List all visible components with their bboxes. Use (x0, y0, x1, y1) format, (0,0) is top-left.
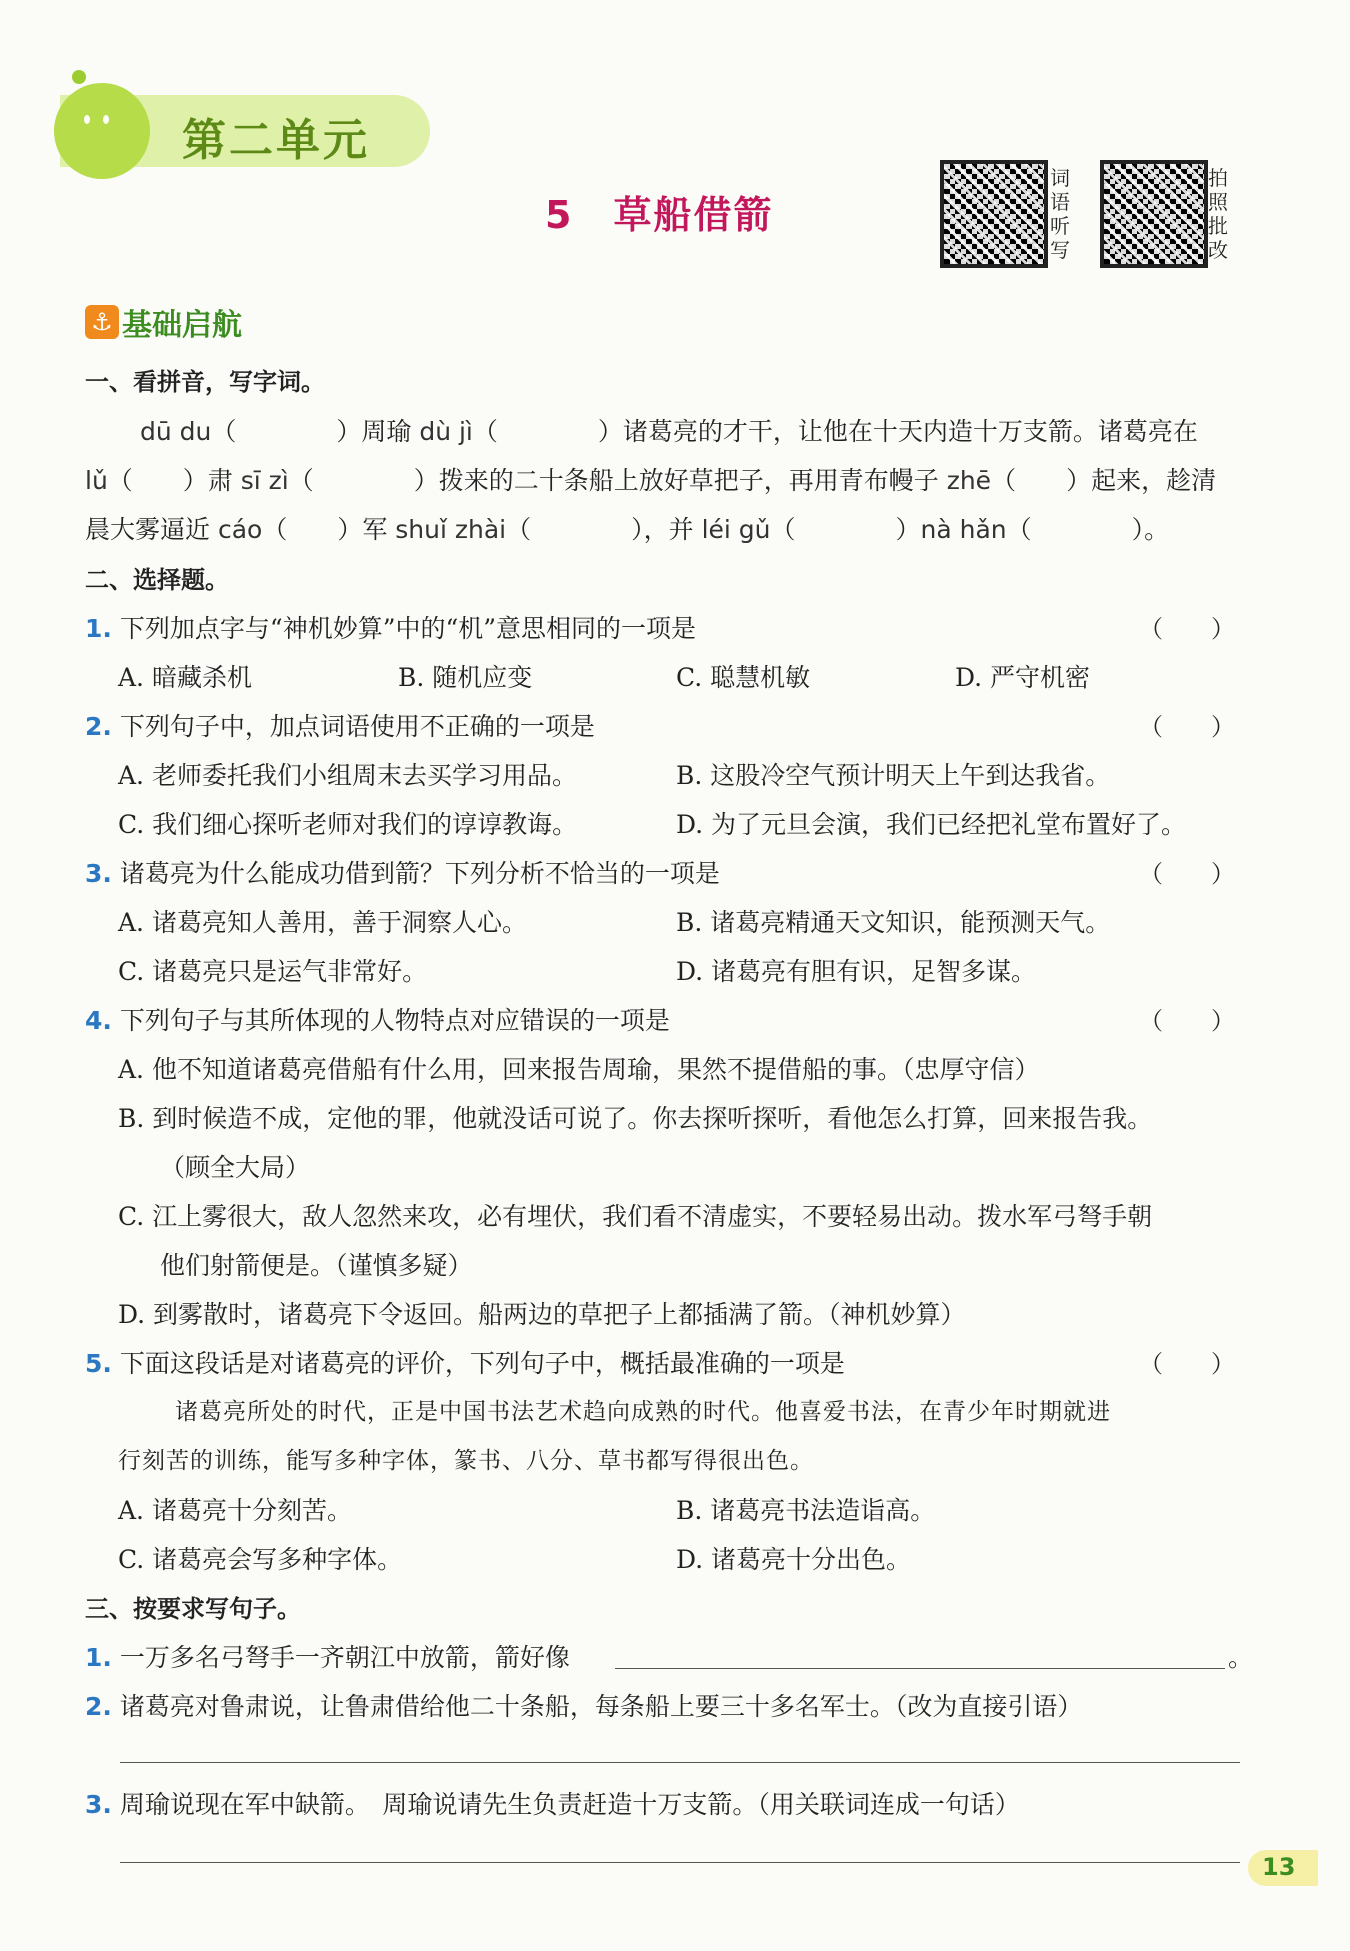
part2-heading: 二、选择题。 (85, 566, 229, 594)
page-number: 13 (1262, 1853, 1296, 1881)
mascot-antenna-icon (72, 70, 86, 84)
answer-blank[interactable]: （ ） (1139, 1350, 1235, 1378)
option-a[interactable]: A. 暗藏杀机 (118, 663, 252, 692)
qr-code-icon[interactable] (940, 160, 1048, 268)
answer-blank[interactable]: （ ） (1139, 860, 1235, 888)
sentence-end: 。 (1228, 1643, 1254, 1672)
answer-line[interactable] (120, 1762, 1240, 1763)
answer-blank[interactable]: （ ） (1139, 1007, 1235, 1035)
question-4: 4. 下列句子与其所体现的人物特点对应错误的一项是 (85, 1006, 670, 1035)
lesson-name: 草船借箭 (613, 193, 774, 237)
option-b[interactable]: B. 诸葛亮书法造诣高。 (676, 1496, 936, 1525)
option-c[interactable]: C. 诸葛亮只是运气非常好。 (118, 957, 428, 986)
option-d[interactable]: D. 诸葛亮十分出色。 (676, 1545, 912, 1574)
rewrite-question-1: 1. 一万多名弓弩手一齐朝江中放箭，箭好像 (85, 1643, 570, 1672)
answer-blank[interactable]: （ ） (1139, 615, 1235, 643)
pinyin-line-1: dū du（ ）周瑜 dù jì（ ）诸葛亮的才干，让他在十天内造十万支箭。诸葛亮在 (140, 417, 1198, 446)
rewrite-question-3: 3. 周瑜说现在军中缺箭。 周瑜说请先生负责赶造十万支箭。（用关联词连成一句话） (85, 1790, 1020, 1819)
qr-label-dictation: 词语听写 (1050, 166, 1070, 262)
question-1: 1. 下列加点字与“神机妙算”中的“机”意思相同的一项是 (85, 614, 697, 643)
part1-heading: 一、看拼音，写字词。 (85, 368, 325, 396)
option-a[interactable]: A. 他不知道诸葛亮借船有什么用，回来报告周瑜，果然不提借船的事。（忠厚守信） (118, 1055, 1040, 1084)
anchor-icon: ⚓ (85, 305, 119, 339)
option-c-continued: 他们射箭便是。（谨慎多疑） (160, 1251, 473, 1280)
option-d[interactable]: D. 诸葛亮有胆有识，足智多谋。 (676, 957, 1037, 986)
option-b[interactable]: B. 这股冷空气预计明天上午到达我省。 (676, 761, 1111, 790)
lesson-title (545, 184, 773, 239)
rewrite-question-2: 2. 诸葛亮对鲁肃说，让鲁肃借给他二十条船，每条船上要三十多名军士。（改为直接引语） (85, 1692, 1083, 1721)
option-b[interactable]: B. 诸葛亮精通天文知识，能预测天气。 (676, 908, 1111, 937)
passage-line: 诸葛亮所处的时代，正是中国书法艺术趋向成熟的时代。他喜爱书法，在青少年时期就进 (175, 1399, 1111, 1425)
lesson-number: 5 (545, 193, 574, 237)
mascot-eye-icon (103, 115, 109, 124)
option-d[interactable]: D. 到雾散时，诸葛亮下令返回。船两边的草把子上都插满了箭。（神机妙算） (118, 1300, 966, 1329)
pinyin-line-3: 晨大雾逼近 cáo（ ）军 shuǐ zhài（ ），并 léi gǔ（ ）nà hǎn（ ）。 (85, 515, 1170, 544)
option-d[interactable]: D. 为了元旦会演，我们已经把礼堂布置好了。 (676, 810, 1187, 839)
question-5: 5. 下面这段话是对诸葛亮的评价，下列句子中，概括最准确的一项是 (85, 1349, 845, 1378)
option-b[interactable]: B. 随机应变 (398, 663, 533, 692)
question-3: 3. 诸葛亮为什么能成功借到箭？下列分析不恰当的一项是 (85, 859, 720, 888)
answer-line[interactable] (120, 1862, 1240, 1863)
answer-line[interactable] (615, 1668, 1225, 1669)
part3-heading: 三、按要求写句子。 (85, 1595, 301, 1623)
option-b[interactable]: B. 到时候造不成，定他的罪，他就没话可说了。你去探听探听，看他怎么打算，回来报告我。 (118, 1104, 1153, 1133)
passage-line: 行刻苦的训练，能写多种字体，篆书、八分、草书都写得很出色。 (118, 1448, 814, 1474)
mascot-eye-icon (84, 115, 90, 124)
option-c[interactable]: C. 我们细心探听老师对我们的谆谆教诲。 (118, 810, 578, 839)
answer-blank[interactable]: （ ） (1139, 713, 1235, 741)
question-2: 2. 下列句子中，加点词语使用不正确的一项是 (85, 712, 595, 741)
section-title: 基础启航 (122, 308, 242, 343)
option-b-continued: （顾全大局） (160, 1153, 311, 1182)
option-c[interactable]: C. 诸葛亮会写多种字体。 (118, 1545, 403, 1574)
option-c[interactable]: C. 江上雾很大，敌人忽然来攻，必有埋伏，我们看不清虚实，不要轻易出动。拨水军弓弩手朝 (118, 1202, 1153, 1231)
option-a[interactable]: A. 诸葛亮十分刻苦。 (118, 1496, 352, 1525)
unit-title: 第二单元 (182, 115, 370, 166)
mascot-icon (54, 83, 150, 179)
option-a[interactable]: A. 诸葛亮知人善用，善于洞察人心。 (118, 908, 527, 937)
option-d[interactable]: D. 严守机密 (955, 663, 1091, 692)
pinyin-line-2: lǔ（ ）肃 sī zì（ ）拨来的二十条船上放好草把子，再用青布幔子 zhē（ ）起来，趁清 (85, 466, 1217, 495)
qr-code-icon[interactable] (1100, 160, 1208, 268)
qr-label-photo-grading: 拍照批改 (1208, 166, 1228, 262)
option-c[interactable]: C. 聪慧机敏 (676, 663, 811, 692)
option-a[interactable]: A. 老师委托我们小组周末去买学习用品。 (118, 761, 577, 790)
